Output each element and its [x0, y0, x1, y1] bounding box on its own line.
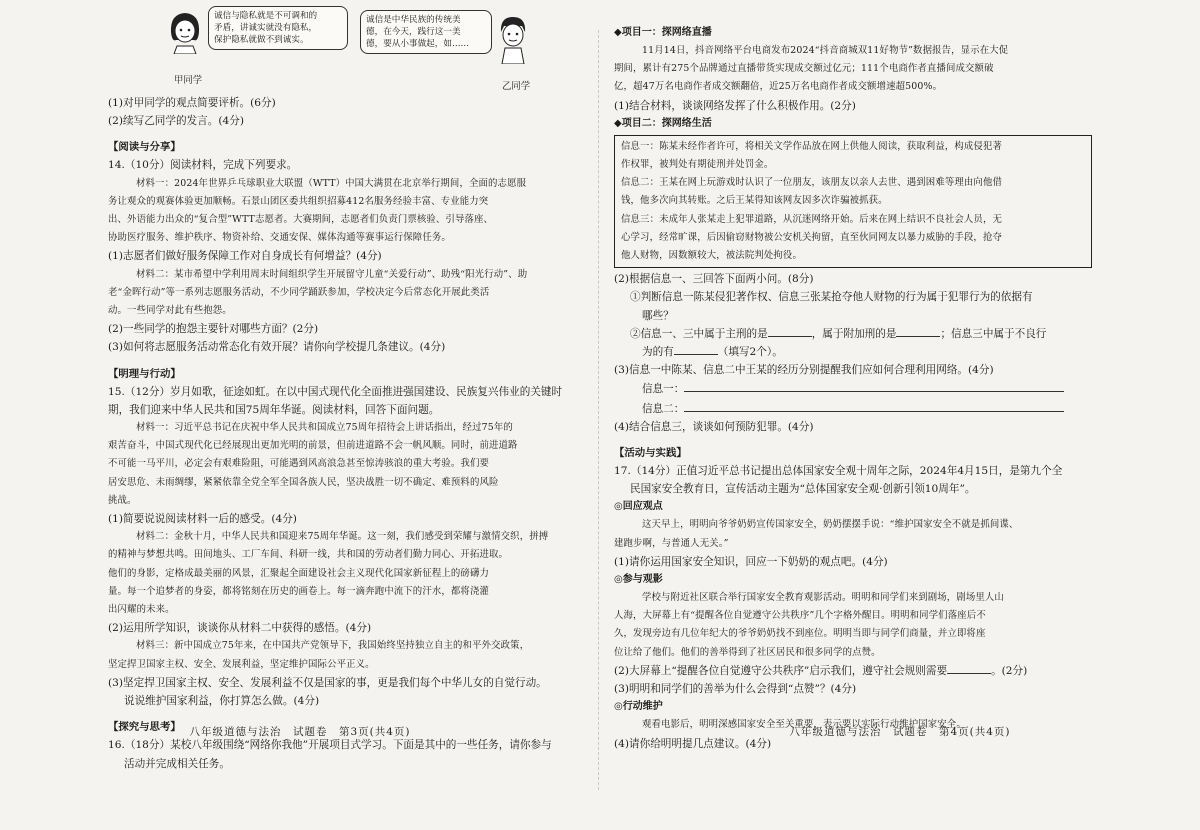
q17-part-1-heading: ◎回应观点: [614, 501, 663, 513]
material-line: 务让观众的观赛体验更加顺畅。石景山团区委共组织招募412名服务经验丰富、专业能力突: [108, 195, 489, 207]
material-line: 挑战。: [108, 494, 137, 506]
answer-blank[interactable]: [896, 325, 940, 337]
q17-sub-3: (3)明明和同学们的善举为什么会得到“点赞”？(4分): [614, 683, 857, 696]
q17-sub-1: (1)请你运用国家安全知识，回应一下奶奶的观点吧。(4分): [614, 555, 888, 568]
section-reading: 【阅读与分享】: [108, 141, 181, 154]
q17-stem-1: 17.（14分）正值习近平总书记提出总体国家安全观十周年之际，2024年4月15日，是第九个全: [614, 465, 1063, 478]
material-line: 老“金晖行动”等一系列志愿服务活动，不少同学踊跃参加，学校决定今后常态化开展此类活: [108, 286, 490, 298]
bubble-b-line: 德，在今天，践行这一美: [366, 27, 461, 37]
q17-sub-2: [614, 662, 1092, 680]
speech-bubble-b: [360, 10, 492, 54]
info-line: 他人财物，因数额较大，被法院判处拘役。: [621, 250, 802, 262]
material-line: 他们的身影，定格成最美丽的风景，汇聚起全面建设社会主义现代化国家新征程上的磅礴力: [108, 567, 490, 579]
q15-stem-2: 期，我们迎来中华人民共和国75周年华诞。阅读材料，回答下面问题。: [108, 403, 440, 416]
material-line: 出、外语能力出众的“复合型”WTT志愿者。大赛期间，志愿者们负责门票核验、引导落座、: [108, 214, 494, 226]
material-line: 量。每一个追梦者的身姿，都将铭刻在历史的画卷上。每一滴奔跑中流下的汗水，都将浇灌: [108, 585, 490, 597]
q14-material-2: [108, 266, 584, 321]
info-line: 作权罪，被判处有期徒刑并处罚金。: [621, 159, 774, 171]
q17-stem-2: 民国家安全教育日，宣传活动主题为“总体国家安全观·创新引领10周年”。: [630, 483, 976, 496]
q17-part-3-heading: ◎行动维护: [614, 701, 663, 713]
section-reasoning: 【明理与行动】: [108, 367, 181, 380]
girl-figure-icon: [168, 10, 202, 54]
bubble-b-line: 诚信是中华民族的传统美: [366, 15, 461, 25]
q15-sub-1: (1)简要说说阅读材料一后的感受。(4分): [108, 513, 297, 526]
q16-sub-3: (3)信息一中陈某、信息二中王某的经历分别提醒我们应如何合理利用网络。(4分): [614, 364, 994, 377]
q13-sub-1: (1)对甲同学的观点简要评析。(6分): [108, 97, 276, 109]
material-line: 不可能一马平川，必定会有艰难险阻，可能遇到风高浪急甚至惊涛骇浪的重大考验。我们要: [108, 458, 490, 470]
material-line: 材料一：2024年世界乒乓球职业大联盟（WTT）中国大满贯在北京举行期间，全面的志愿服: [136, 177, 527, 189]
info-line: 心学习，经常旷课，后因偷窃财物被公安机关拘留，直至伙同网友以暴力威胁的手段，抢夺: [621, 231, 1003, 243]
project-1-text: [614, 42, 1092, 97]
speech-bubble-a: [208, 6, 348, 50]
caption-student-a: 甲同学: [174, 75, 203, 86]
material-line: 材料一：习近平总书记在庆祝中华人民共和国成立75周年招待会上讲话指出，经过75年的: [136, 422, 513, 434]
page-3-footer: 八年级道德与法治 试题卷 第3页(共4页): [189, 726, 411, 738]
q16-sub-3-line-1: [614, 379, 1092, 398]
answer-label: 信息二：: [642, 402, 685, 415]
fill-text: (2)大屏幕上“提醒各位自觉遵守公共秩序”启示我们，遵守社会规则需要: [614, 664, 948, 677]
section-inquiry: 【探究与思考】: [108, 721, 181, 734]
q16-stem-1: 16.（18分）某校八年级围绕“网络你我他”开展项目式学习。下面是其中的一些任务，请你参与: [108, 739, 552, 752]
bubble-a-line: 保护隐私就做不到诚实。: [214, 35, 309, 45]
caption-student-b: 乙同学: [502, 81, 531, 92]
q14-sub-3: (3)如何将志愿服务活动常态化有效开展？请你向学校提几条建议。(4分): [108, 341, 446, 354]
fill-text: ；信息三中属于不良行: [940, 327, 1047, 340]
q15-sub-2: (2)运用所学知识，谈谈你从材料二中获得的感悟。(4分): [108, 622, 372, 635]
boy-figure-icon: [496, 14, 530, 64]
comic-illustration: [108, 4, 584, 94]
fill-text: ②信息一、三中属于主刑的是: [630, 327, 768, 340]
q16-sub-2-2-cont: [614, 343, 1092, 361]
material-line: 材料二：某市希望中学利用周末时间组织学生开展留守儿童“关爱行动”、助残“阳光行动”、助: [136, 268, 528, 280]
q17-part-1-text: [614, 516, 1092, 552]
project-2-heading: ◆项目二：探网络生活: [614, 117, 712, 129]
q15-stem-1: 15.（12分）岁月如歌，征途如虹。在以中国式现代化全面推进强国建设、民族复兴伟业的关键时: [108, 385, 563, 398]
q13-sub-2: (2)续写乙同学的发言。(4分): [108, 115, 244, 128]
q16-sub-3-line-2: [614, 399, 1092, 418]
page-4-footer: 八年级道德与法治 试题卷 第4页(共4页): [789, 726, 1011, 738]
bubble-a-line: 矛盾，讲诚实就没有隐私，: [214, 23, 318, 33]
material-line: 协助医疗服务、维护秩序、物资补给、交通安保、媒体沟通等赛事运行保障任务。: [108, 232, 451, 244]
material-line: 建跑步啊，与普通人无关。”: [614, 537, 729, 549]
section-activity: 【活动与实践】: [614, 447, 687, 460]
bubble-b-line: 德，要从小事做起，如……: [366, 39, 470, 49]
material-line: 材料三：新中国成立75年来，在中国共产党领导下，我国始终坚持独立自主的和平外交政策，: [136, 640, 530, 652]
answer-blank[interactable]: [768, 325, 812, 337]
answer-line[interactable]: [684, 379, 1064, 392]
material-line: 位让给了他们。他们的善举得到了社区居民和很多同学的点赞。: [614, 646, 881, 658]
q14-stem: 14.（10分）阅读材料，完成下列要求。: [108, 159, 298, 172]
material-line: 亿，超47万名电商作者成交额翻倍，近25万名电商作者成交额增速超500%。: [614, 81, 943, 93]
q17-sub-4: (4)请你给明明提几点建议。(4分): [614, 737, 772, 750]
info-line: 信息二：王某在网上玩游戏时认识了一位朋友，该朋友以亲人去世、遇到困难等理由向他借: [621, 177, 1003, 189]
info-box: [614, 135, 1092, 268]
q14-sub-2: (2)一些同学的抱怨主要针对哪些方面？(2分): [108, 323, 319, 336]
fill-text: 为的有: [642, 346, 674, 359]
material-line: 材料二：金秋十月，中华人民共和国迎来75周年华诞。这一刻，我们感受到荣耀与激情交织，拼搏: [136, 531, 549, 543]
material-line: 动。一些同学对此有些抱怨。: [108, 305, 232, 317]
info-line: 信息三：未成年人张某走上犯罪道路，从沉迷网络开始。后来在网上结识不良社会人员，无: [621, 213, 1003, 225]
q14-sub-1: (1)志愿者们做好服务保障工作对自身成长有何增益？(4分): [108, 250, 382, 263]
q16-sub-4: (4)结合信息三，谈谈如何预防犯罪。(4分): [614, 420, 814, 433]
project-1-heading: ◆项目一：探网络直播: [614, 27, 712, 38]
material-line: 期间，累计有275个品牌通过直播带货实现成交额过亿元；111个电商作者直播间成交额破: [614, 63, 994, 75]
material-line: 11月14日，抖音网络平台电商发布2024“抖音商城双11好物节”数据报告，显示在大促: [642, 45, 1009, 56]
q17-part-3-text: 观看电影后，明明深感国家安全至关重要，表示要以实际行动维护国家安全。: [642, 719, 966, 731]
q15-sub-3-cont: 说说维护国家利益，你打算怎么做。(4分): [124, 695, 320, 708]
fill-text: （填写2个）。: [717, 346, 783, 359]
q16-sub-2-2: [614, 325, 1092, 343]
q16-stem-2: 活动并完成相关任务。: [124, 757, 230, 770]
info-line: 信息一：陈某未经作者许可，将相关文学作品放在网上供他人阅读，获取利益，构成侵犯著: [621, 140, 1003, 152]
q15-material-1: [108, 419, 584, 510]
bubble-a-line: 诚信与隐私就是不可调和的: [214, 11, 318, 21]
material-line: 居安思危、未雨绸缪，紧紧依靠全党全军全国各族人民，坚决战胜一切不确定、难预料的风险: [108, 476, 499, 488]
q16-sub-2-1: ①判断信息一陈某侵犯著作权、信息三张某抢夺他人财物的行为属于犯罪行为的依据有: [630, 291, 1033, 304]
material-line: 久，发现旁边有几位年纪大的爷爷奶奶找不到座位。明明当即与同学们商量，并立即将座: [614, 628, 986, 640]
answer-blank[interactable]: [674, 343, 718, 355]
info-line: 钱，他多次向其转账。之后王某得知该网友因多次诈骗被抓获。: [621, 195, 888, 207]
q17-part-2-heading: ◎参与观影: [614, 574, 663, 586]
q16-sub-2-1-cont: 哪些？: [642, 309, 674, 322]
q15-sub-3: (3)坚定捍卫国家主权、安全、发展利益不仅是国家的事，更是我们每个中华儿女的自觉行动。: [108, 676, 547, 689]
fill-text: 。(2分): [991, 664, 1028, 677]
material-line: 学校与附近社区联合举行国家安全教育观影活动。明明和同学们来到剧场，剧场里人山: [642, 592, 1004, 604]
q15-material-3: [108, 637, 584, 673]
material-line: 的精神与梦想共鸣。田间地头、工厂车间、科研一线，共和国的劳动者们勤力同心、开拓进取。: [108, 549, 509, 561]
material-line: 人海，大屏幕上有“提醒各位自觉遵守公共秩序”几个字格外醒目。明明和同学们落座后不: [614, 610, 986, 622]
project-1-question: (1)结合材料，谈谈网络发挥了什么积极作用。(2分): [614, 99, 856, 112]
q15-material-2: [108, 528, 584, 619]
answer-label: 信息一：: [642, 383, 685, 396]
page-4: [600, 0, 1200, 830]
material-line: 艰苦奋斗，中国式现代化已经展现出更加光明的前景，但前进道路不会一帆风顺。同时，前进道路: [108, 440, 518, 452]
q14-material-1: [108, 175, 584, 248]
answer-line[interactable]: [684, 399, 1064, 412]
q16-sub-2: (2)根据信息一、三回答下面两小问。(8分): [614, 273, 814, 286]
answer-blank[interactable]: [947, 662, 991, 674]
material-line: 这天早上，明明向爷爷奶奶宣传国家安全，奶奶摆摆手说：“维护国家安全不就是抓间谍、: [642, 519, 1019, 531]
q17-part-2-text: [614, 589, 1092, 662]
fill-text: ，属于附加刑的是: [811, 327, 897, 340]
material-line: 坚定捍卫国家主权、安全、发展利益，坚定维护国际公平正义。: [108, 658, 375, 670]
material-line: 出闪耀的未来。: [108, 604, 175, 616]
